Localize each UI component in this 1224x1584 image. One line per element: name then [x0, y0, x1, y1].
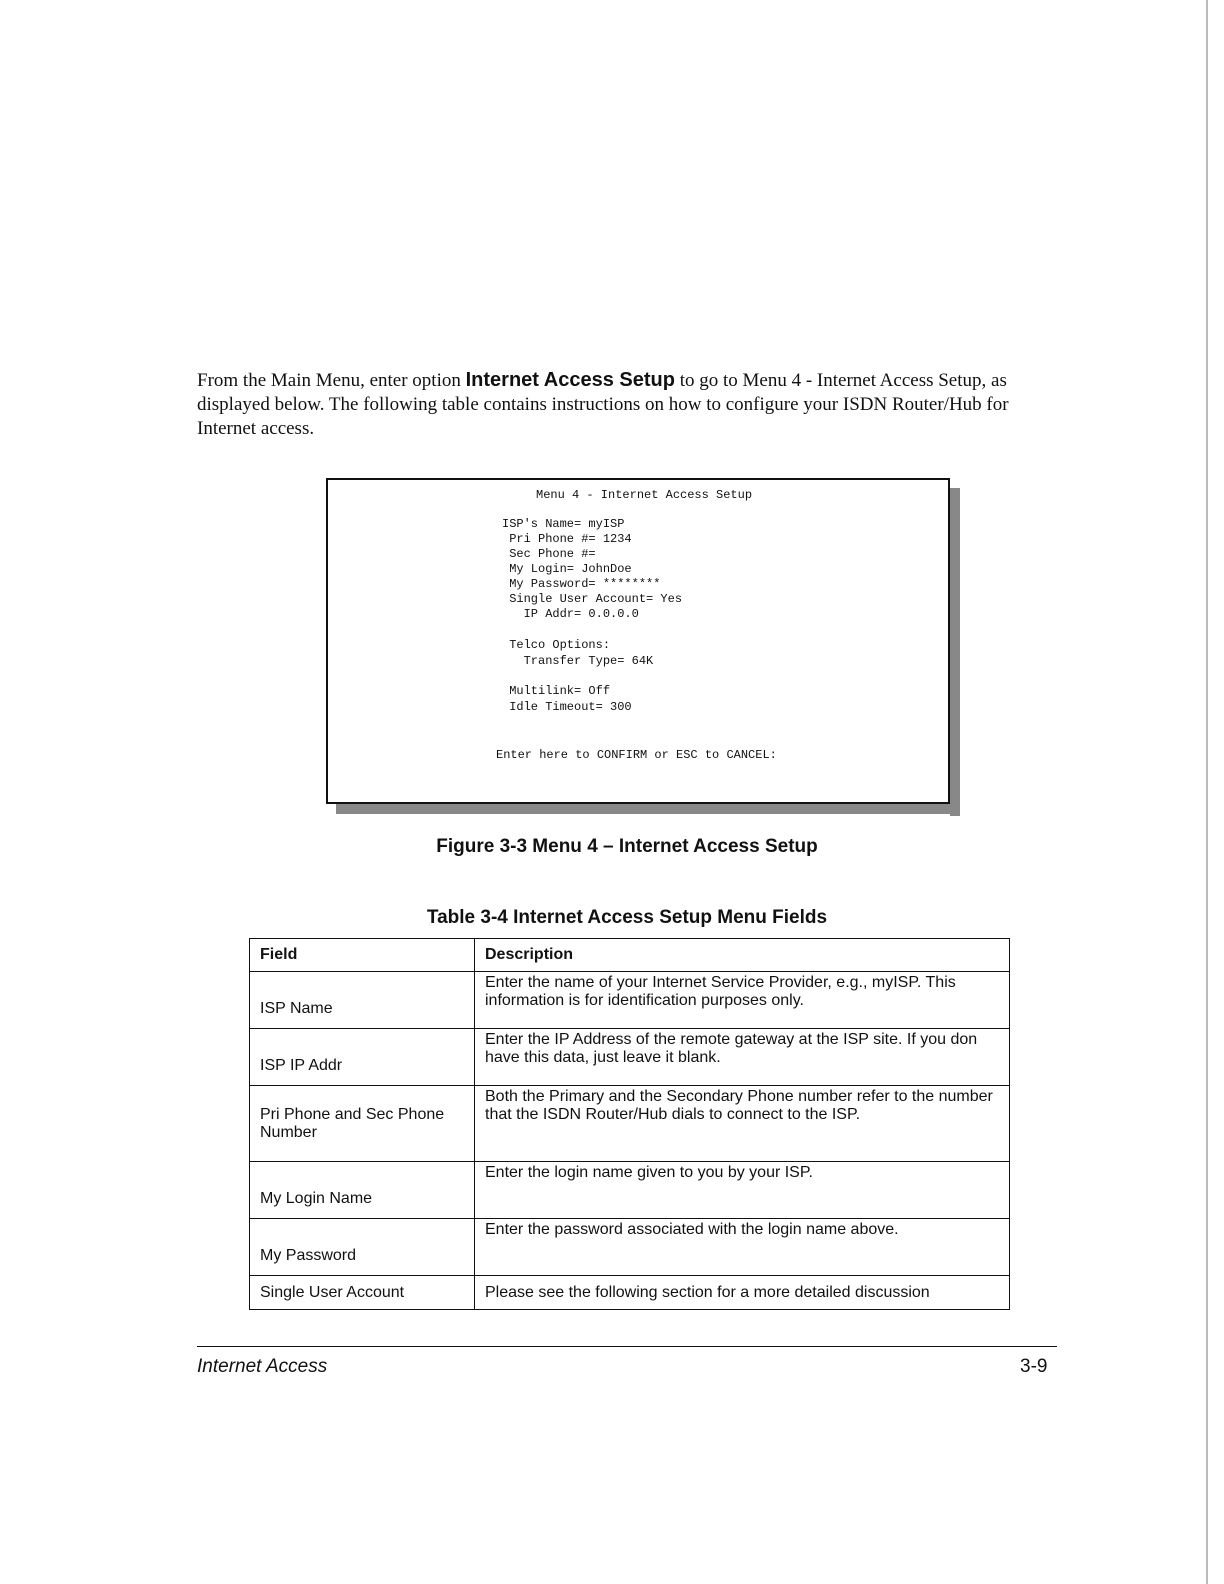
table-header-row — [250, 939, 1010, 972]
menu-screen-figure — [326, 478, 962, 818]
screen-line-transfer-type: Transfer Type= 64K — [502, 654, 654, 668]
row-field: My Login Name — [250, 1162, 475, 1219]
row-description: Both the Primary and the Secondary Phone number refer to the number that the ISDN Router/Hub dials to connect to the ISP. — [475, 1086, 1010, 1162]
screen-line-multilink: Multilink= Off — [502, 684, 611, 698]
row-field: Pri Phone and Sec Phone Number — [250, 1086, 475, 1162]
screen-line-sec-phone: Sec Phone #= — [502, 547, 596, 561]
footer-page-number: 3-9 — [1020, 1356, 1048, 1377]
screen-line-idle-timeout: Idle Timeout= 300 — [502, 700, 632, 714]
header-description: Description — [475, 939, 1010, 972]
row-field: ISP Name — [250, 972, 475, 1029]
table-caption: Table 3-4 Internet Access Setup Menu Fields — [426, 907, 828, 928]
row-description: Enter the password associated with the login name above. — [475, 1219, 1010, 1276]
screen-line-ip-addr: IP Addr= 0.0.0.0 — [502, 607, 639, 621]
intro-paragraph — [197, 368, 1047, 441]
intro-text-after: to go to Menu 4 - Internet Access Setup, as displayed below. The following table contains instructions on how to configure your ISDN Router/Hub for Internet access. — [197, 370, 1009, 439]
table-row — [250, 1086, 1010, 1162]
table-row — [250, 1276, 1010, 1310]
footer-section-title: Internet Access — [197, 1356, 328, 1377]
table-row — [250, 1029, 1010, 1086]
screen-line-my-password: My Password= ******** — [502, 577, 661, 591]
menu-screen — [326, 478, 950, 804]
row-field: Single User Account — [250, 1276, 475, 1310]
screen-shadow-right — [950, 488, 960, 816]
fields-table — [249, 938, 1010, 1310]
screen-title: Menu 4 - Internet Access Setup — [536, 488, 753, 502]
footer-divider — [197, 1346, 1057, 1347]
scan-edge-line — [1206, 0, 1208, 1584]
table-row — [250, 1219, 1010, 1276]
figure-caption: Figure 3-3 Menu 4 – Internet Access Setup — [436, 836, 818, 857]
row-field: My Password — [250, 1219, 475, 1276]
row-field: ISP IP Addr — [250, 1029, 475, 1086]
intro-text-before: From the Main Menu, enter option — [197, 370, 466, 391]
table-row — [250, 972, 1010, 1029]
row-description: Enter the name of your Internet Service Provider, e.g., myISP. This information is for identification purposes only. — [475, 972, 1010, 1029]
row-description: Please see the following section for a more detailed discussion — [475, 1276, 1010, 1310]
screen-line-my-login: My Login= JohnDoe — [502, 562, 632, 576]
screen-line-pri-phone: Pri Phone #= 1234 — [502, 532, 632, 546]
screen-prompt: Enter here to CONFIRM or ESC to CANCEL: — [496, 748, 777, 762]
screen-line-isp-name: ISP's Name= myISP — [502, 517, 625, 531]
screen-line-telco-options: Telco Options: — [502, 638, 611, 652]
screen-line-single-user: Single User Account= Yes — [502, 592, 683, 606]
intro-emphasis: Internet Access Setup — [465, 369, 675, 391]
screen-shadow-bottom — [336, 804, 960, 814]
row-description: Enter the login name given to you by your ISP. — [475, 1162, 1010, 1219]
row-description: Enter the IP Address of the remote gateway at the ISP site. If you don have this data, just leave it blank. — [475, 1029, 1010, 1086]
table-row — [250, 1162, 1010, 1219]
header-field: Field — [250, 939, 475, 972]
